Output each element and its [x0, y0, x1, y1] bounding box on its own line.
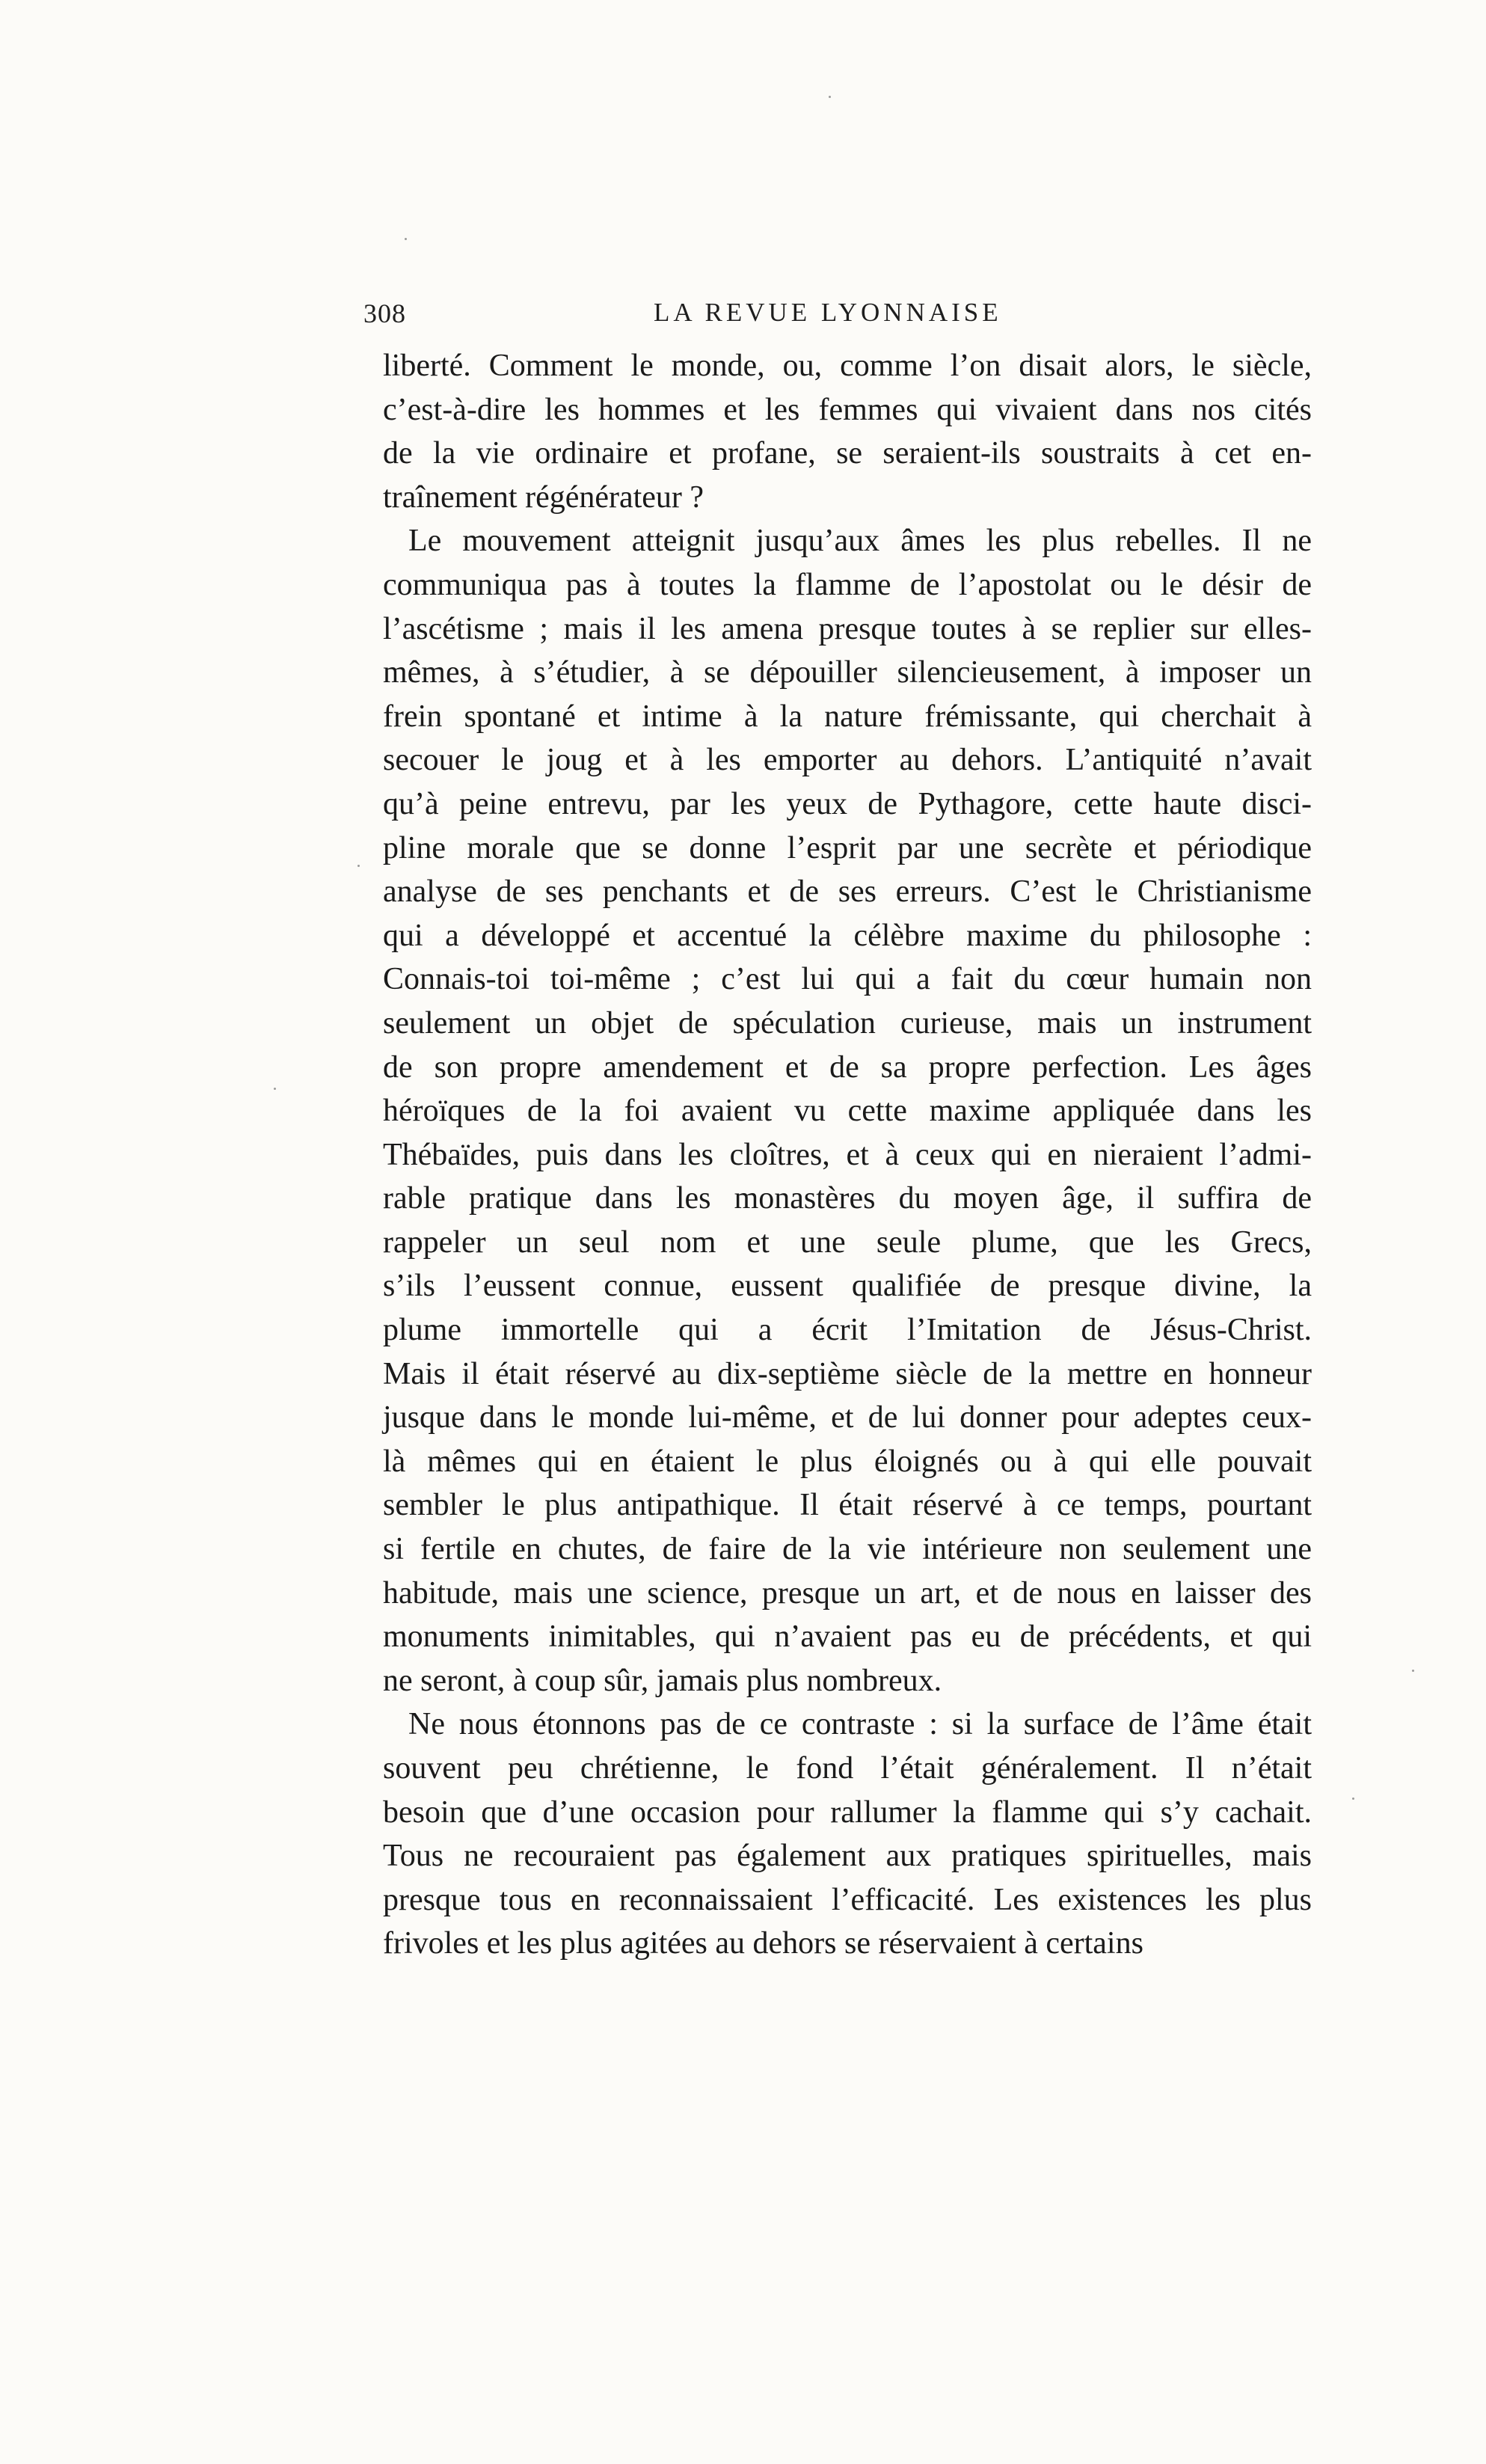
text-line: souvent peu chrétienne, le fond l’était généralement. Il n’était	[383, 1751, 1312, 1786]
text-line: de son propre amendement et de sa propre perfection. Les âges	[383, 1049, 1312, 1085]
text-line: analyse de ses penchants et de ses erreurs. C’est le Christianisme	[383, 874, 1312, 910]
text-line: secouer le joug et à les emporter au dehors. L’antiquité n’avait	[383, 743, 1312, 778]
text-line: qui a développé et accentué la célèbre maxime du philosophe :	[383, 918, 1312, 953]
text-line: Thébaïdes, puis dans les cloîtres, et à ceux qui en nieraient l’admi-	[383, 1137, 1312, 1172]
text-line: frein spontané et intime à la nature frémissante, qui cherchait à	[383, 699, 1312, 734]
text-line: seulement un objet de spéculation curieuse, mais un instrument	[383, 1005, 1312, 1041]
paragraph	[383, 1703, 1312, 1966]
text-line: presque tous en reconnaissaient l’efficacité. Les existences les plus	[383, 1882, 1312, 1917]
text-line: communiqua pas à toutes la flamme de l’apostolat ou le désir de	[383, 567, 1312, 602]
text-line: si fertile en chutes, de faire de la vie intérieure non seulement une	[383, 1532, 1312, 1567]
text-line: de la vie ordinaire et profane, se seraient-ils soustraits à cet en-	[383, 436, 1312, 471]
text-line: Ne nous étonnons pas de ce contraste : si la surface de l’âme était	[408, 1707, 1312, 1742]
text-line: héroïques de la foi avaient vu cette maxime appliquée dans les	[383, 1094, 1312, 1129]
text-line: besoin que d’une occasion pour rallumer la flamme qui s’y cachait.	[383, 1795, 1312, 1830]
text-line: jusque dans le monde lui-même, et de lui donner pour adeptes ceux-	[383, 1400, 1312, 1435]
running-title: LA REVUE LYONNAISE	[654, 298, 1002, 327]
text-line: pline morale que se donne l’esprit par une secrète et périodique	[383, 830, 1312, 865]
text-line: Connais-toi toi-même ; c’est lui qui a fait du cœur humain non	[383, 962, 1312, 997]
paragraph	[383, 344, 1312, 519]
text-line: Mais il était réservé au dix-septième siècle de la mettre en honneur	[383, 1356, 1312, 1391]
text-line: monuments inimitables, qui n’avaient pas eu de précédents, et qui	[383, 1619, 1312, 1655]
print-speck	[1352, 1798, 1354, 1800]
text-line: là mêmes qui en étaient le plus éloignés ou à qui elle pouvait	[383, 1444, 1312, 1479]
page-header	[363, 298, 1312, 335]
text-line: habitude, mais une science, presque un art, et de nous en laisser des	[383, 1575, 1312, 1611]
text-line: rable pratique dans les monastères du moyen âge, il suffira de	[383, 1181, 1312, 1216]
text-line: plume immortelle qui a écrit l’Imitation de Jésus-Christ.	[383, 1313, 1312, 1348]
print-speck	[405, 238, 407, 240]
text-line: frivoles et les plus agitées au dehors se réservaient à certains	[383, 1926, 1143, 1961]
text-line: c’est-à-dire les hommes et les femmes qui vivaient dans nos cités	[383, 392, 1312, 427]
page-number: 308	[363, 298, 406, 328]
text-line: qu’à peine entrevu, par les yeux de Pythagore, cette haute disci-	[383, 786, 1312, 821]
text-line: l’ascétisme ; mais il les amena presque toutes à se replier sur elles-	[383, 611, 1312, 646]
text-line: Le mouvement atteignit jusqu’aux âmes les plus rebelles. Il ne	[408, 524, 1312, 559]
text-line: s’ils l’eussent connue, eussent qualifiée de presque divine, la	[383, 1269, 1312, 1304]
print-speck	[357, 865, 360, 867]
text-line: ne seront, à coup sûr, jamais plus nombreux.	[383, 1663, 942, 1698]
text-line: liberté. Comment le monde, ou, comme l’on disait alors, le siècle,	[383, 349, 1312, 383]
text-line: mêmes, à s’étudier, à se dépouiller silencieusement, à imposer un	[383, 655, 1312, 690]
text-line: traînement régénérateur ?	[383, 479, 704, 515]
text-line: Tous ne recouraient pas également aux pratiques spirituelles, mais	[383, 1839, 1312, 1874]
print-speck	[829, 96, 831, 98]
text-line: rappeler un seul nom et une seule plume, que les Grecs,	[383, 1225, 1312, 1260]
print-speck	[1412, 1670, 1414, 1672]
print-speck	[274, 1088, 276, 1090]
text-line: sembler le plus antipathique. Il était réservé à ce temps, pourtant	[383, 1488, 1312, 1523]
paragraph	[383, 519, 1312, 1703]
body-text	[383, 344, 1312, 1966]
